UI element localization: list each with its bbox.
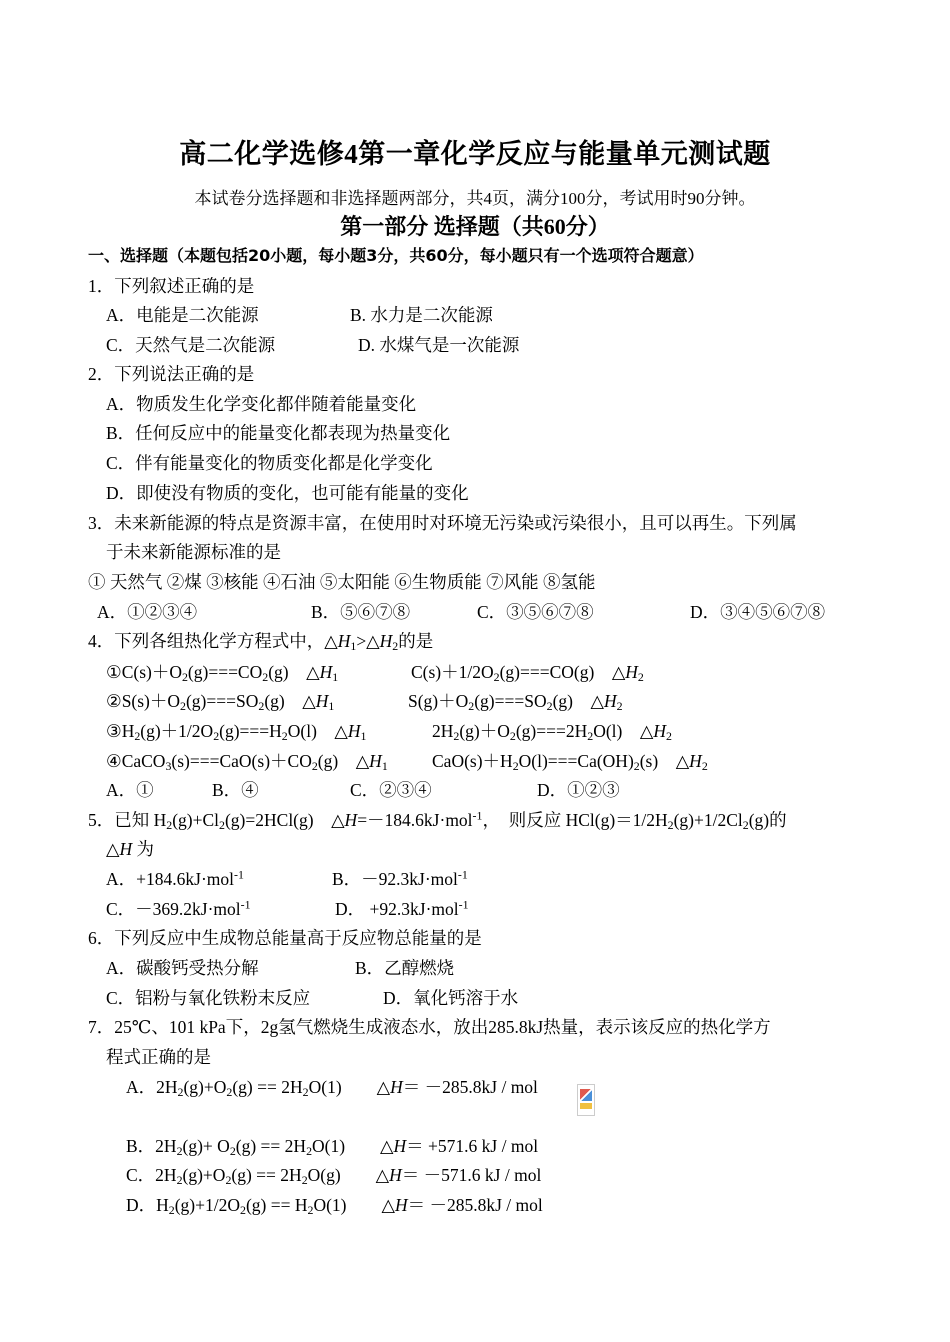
q1-option-d: D. 水煤气是一次能源 (358, 335, 520, 355)
q1-option-b: B. 水力是二次能源 (350, 305, 493, 325)
q2-option-b: B．任何反应中的能量变化都表现为热量变化 (106, 423, 451, 443)
q3-item-list: ① 天然气 ②煤 ③核能 ④石油 ⑤太阳能 ⑥生物质能 ⑦风能 ⑧氢能 (88, 572, 596, 592)
q4-equation-1b: $C(s)+1/2O_2(g)===CO(g)$ $\triangle H_2$ (411, 662, 644, 684)
q6-stem: 6．下列反应中生成物总能量高于反应物总能量的是 (88, 928, 482, 948)
q2-option-a: A．物质发生化学变化都伴随着能量变化 (106, 394, 417, 414)
q1-stem: 1．下列叙述正确的是 (88, 276, 255, 296)
exam-intro: 本试卷分选择题和非选择题两部分，共4页，满分100分，考试用时90分钟。 (194, 189, 756, 208)
q5-option-d: D． +92.3kJ·mol$^{-1}$ (335, 897, 469, 919)
q2-stem: 2．下列说法正确的是 (88, 364, 255, 384)
q6-option-c: C．铝粉与氧化铁粉末反应 (106, 988, 311, 1008)
q4-option-d: D．①②③ (537, 780, 620, 800)
q7-option-d: D．$H_2(g)+1/2O_2(g) == H_2O(1)$ △H＝ －285.8kJ / mol (126, 1195, 543, 1217)
q3-option-d: D．③④⑤⑥⑦⑧ (690, 602, 826, 622)
q6-option-d: D．氧化钙溶于水 (383, 988, 519, 1008)
q3-stem-line1: 3．未来新能源的特点是资源丰富，在使用时对环境无污染或污染很小，且可以再生。下列属 (88, 513, 797, 533)
q4-equation-4b: $CaO(s)+H_2O(l)===Ca(OH)_2(s)$ $\triangle H_2$ (432, 751, 708, 773)
q6-option-a: A．碳酸钙受热分解 (106, 958, 259, 978)
broken-image-icon (577, 1084, 595, 1116)
q6-option-b: B．乙醇燃烧 (355, 958, 455, 978)
q5-option-a: A．+184.6kJ·mol$^{-1}$ (106, 867, 244, 889)
q4-equation-4a: $④CaCO_3(s)===CaO(s)+CO_2(g)$ $\triangle H_1$ (106, 751, 388, 773)
section-heading: 一、选择题（本题包括20小题，每小题3分，共60分，每小题只有一个选项符合题意） (88, 246, 704, 265)
q4-stem: 4．下列各组热化学方程式中，$\triangle H_1>\triangle H_2$的是 (88, 631, 434, 653)
q1-option-c: C．天然气是二次能源 (106, 335, 276, 355)
q4-option-b: B．④ (212, 780, 259, 800)
q3-stem-line2: 于未来新能源标准的是 (106, 542, 281, 562)
q7-stem-line2: 程式正确的是 (106, 1047, 211, 1067)
q1-option-a: A．电能是二次能源 (106, 305, 259, 325)
q4-equation-2a: $②S(s)+O_2(g)===SO_2(g)$ $\triangle H_1$ (106, 691, 335, 713)
q3-option-a: A．①②③④ (97, 602, 198, 622)
q5-option-c: C．－369.2kJ·mol$^{-1}$ (106, 897, 251, 919)
q7-option-c: C．$2H_2(g)+O_2(g) == 2H_2O(g)$ △H＝ －571.6 kJ / mol (126, 1165, 542, 1187)
q4-option-a: A．① (106, 780, 154, 800)
q2-option-d: D．即使没有物质的变化，也可能有能量的变化 (106, 483, 469, 503)
q7-stem-line1: 7．25℃、101 kPa下，2g氢气燃烧生成液态水，放出285.8kJ热量，表示该反应的热化学方 (88, 1017, 771, 1037)
q4-option-c: C．②③④ (350, 780, 432, 800)
q2-option-c: C．伴有能量变化的物质变化都是化学变化 (106, 453, 433, 473)
q7-option-a: A．$2H_2(g)+O_2(g) == 2H_2O(1)$ △H＝ －285.8kJ / mol (126, 1077, 538, 1099)
q4-equation-3a: $③H_2(g)+1/2O_2(g)===H_2O(l)$ $\triangle H_1$ (106, 721, 367, 743)
q4-equation-2b: $S(g)+O_2(g)===SO_2(g)$ $\triangle H_2$ (408, 691, 623, 713)
q5-option-b: B．－92.3kJ·mol$^{-1}$ (332, 867, 468, 889)
page-title: 高二化学选修4第一章化学反应与能量单元测试题 (179, 139, 771, 169)
part-heading: 第一部分 选择题（共60分） (340, 214, 610, 239)
q7-option-b: B．$2H_2(g)+ O_2(g) == 2H_2O(1)$ △H＝ +571.6 kJ / mol (126, 1136, 539, 1158)
q5-stem-line2: △H 为 (106, 839, 154, 859)
q3-option-b: B．⑤⑥⑦⑧ (311, 602, 411, 622)
q4-equation-3b: $2H_2(g)+O_2(g)===2H_2O(l)$ $\triangle H_2$ (432, 721, 672, 743)
q5-stem-line1: 5．已知 $H_2(g)+Cl_2(g)=2HCl(g)$ △H=－184.6kJ·mol$^{-1}$， 则反应 $HCl(g)=1/2H_2(g)+1/2Cl_2(g)$的 (88, 808, 787, 832)
q3-option-c: C．③⑤⑥⑦⑧ (477, 602, 594, 622)
q4-equation-1a: $①C(s)+O_2(g)===CO_2(g)$ $\triangle H_1$ (106, 662, 339, 684)
